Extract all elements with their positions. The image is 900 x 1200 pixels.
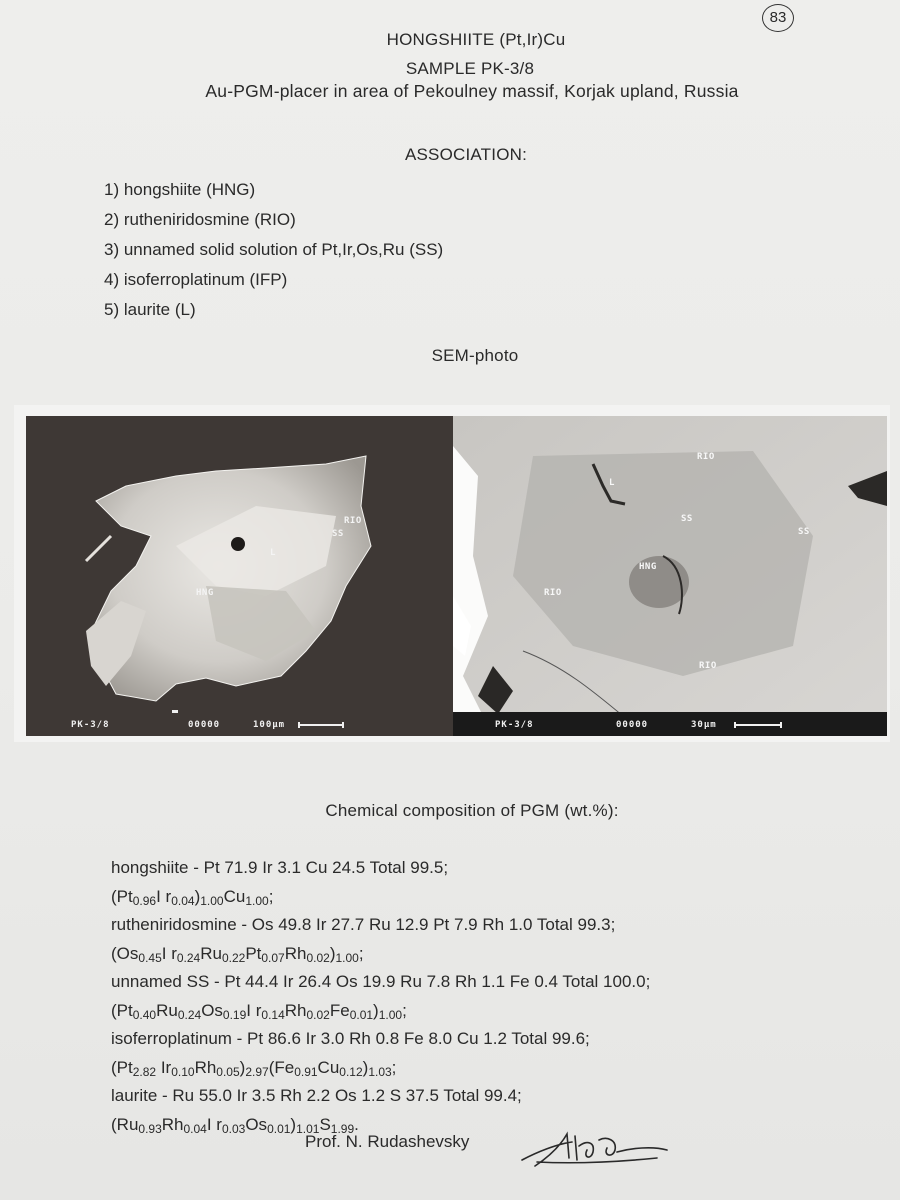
f-sub: 0.45 bbox=[138, 951, 162, 965]
analysis-unnamed-ss: unnamed SS - Pt 44.4 Ir 26.4 Os 19.9 Ru 7.8 Rh 1.1 Fe 0.4 Total 100.0; bbox=[111, 972, 651, 991]
f-el: ) bbox=[194, 887, 201, 906]
sem-image-left bbox=[26, 416, 457, 736]
f-el: S bbox=[319, 1115, 331, 1134]
f-sub: 0.24 bbox=[176, 951, 201, 965]
f-el: Pt bbox=[245, 944, 262, 963]
label-hng: HNG bbox=[196, 588, 214, 598]
f-sub: 1.00 bbox=[378, 1008, 403, 1022]
formula-unnamed-ss bbox=[111, 996, 650, 1024]
f-el: Os bbox=[245, 1115, 268, 1134]
formula-isoferroplatinum bbox=[111, 1053, 650, 1081]
f-sub: 0.10 bbox=[171, 1065, 195, 1079]
f-el: (Pt bbox=[111, 1001, 133, 1020]
scale-bar bbox=[734, 724, 782, 726]
f-el: . bbox=[354, 1115, 359, 1134]
association-item: 1) hongshiite (HNG) bbox=[104, 180, 256, 199]
sem-photo-label: SEM-photo bbox=[431, 346, 519, 365]
f-el: Rh bbox=[284, 1001, 307, 1020]
f-el: Cu bbox=[223, 887, 246, 906]
f-sub: 0.12 bbox=[339, 1065, 363, 1079]
chemistry-heading: Chemical composition of PGM (wt.%): bbox=[325, 801, 619, 820]
f-sub: 0.24 bbox=[177, 1008, 202, 1022]
f-sub: 2.82 bbox=[132, 1065, 157, 1079]
f-el: Ru bbox=[200, 944, 222, 963]
f-el: ; bbox=[358, 944, 364, 963]
f-el: ) bbox=[373, 1001, 379, 1020]
f-sub: 0.04 bbox=[171, 894, 195, 908]
f-el: Ru bbox=[156, 1001, 178, 1020]
f-el: Fe bbox=[329, 1001, 350, 1020]
analysis-rutheniridosmine: rutheniridosmine - Os 49.8 Ir 27.7 Ru 12.9 Pt 7.9 Rh 1.0 Total 99.3; bbox=[111, 915, 616, 934]
f-sub: 0.02 bbox=[306, 951, 330, 965]
f-sub: 1.00 bbox=[200, 894, 224, 908]
f-el: (Pt bbox=[111, 887, 133, 906]
sample-id: SAMPLE PK-3/8 bbox=[405, 59, 535, 78]
f-el: I r bbox=[161, 944, 177, 963]
f-el: (Fe bbox=[268, 1058, 295, 1077]
f-sub: 1.99 bbox=[330, 1122, 355, 1136]
f-sub: 0.93 bbox=[138, 1122, 162, 1136]
f-el: Cu bbox=[317, 1058, 340, 1077]
label-l: L bbox=[609, 478, 615, 488]
label-ss: SS bbox=[332, 529, 344, 539]
label-ss-right: SS bbox=[798, 527, 810, 537]
f-el: ) bbox=[362, 1058, 369, 1077]
label-rio-left: RIO bbox=[544, 588, 562, 598]
grain-illustration bbox=[26, 416, 457, 736]
chemistry-block bbox=[111, 853, 650, 1138]
scale-bar bbox=[298, 724, 344, 726]
f-el: ; bbox=[268, 887, 274, 906]
f-el: Rh bbox=[194, 1058, 217, 1077]
label-rio: RIO bbox=[344, 516, 362, 526]
f-el: I r bbox=[246, 1001, 262, 1020]
f-el: Os bbox=[201, 1001, 223, 1020]
f-el: ; bbox=[402, 1001, 407, 1020]
f-el: I r bbox=[156, 887, 172, 906]
page-number-circle: 83 bbox=[762, 4, 794, 32]
f-sub: 0.91 bbox=[294, 1065, 318, 1079]
association-item: 4) isoferroplatinum (IFP) bbox=[104, 270, 288, 289]
formula-hongshiite bbox=[111, 882, 650, 910]
f-sub: 0.01 bbox=[349, 1008, 374, 1022]
sem-image-right bbox=[453, 416, 887, 736]
f-el: ) bbox=[329, 944, 336, 963]
f-el: I r bbox=[206, 1115, 222, 1134]
f-sub: 1.00 bbox=[245, 894, 269, 908]
label-rio-top: RIO bbox=[697, 452, 715, 462]
f-el: Ir bbox=[156, 1058, 172, 1077]
f-el: (Ru bbox=[111, 1115, 139, 1134]
analysis-laurite: laurite - Ru 55.0 Ir 3.5 Rh 2.2 Os 1.2 S 37.5 Total 99.4; bbox=[111, 1086, 522, 1105]
f-sub: 1.01 bbox=[296, 1122, 320, 1136]
label-hng: HNG bbox=[639, 562, 657, 572]
f-sub: 0.07 bbox=[261, 951, 285, 965]
f-sub: 0.40 bbox=[132, 1008, 157, 1022]
f-sub: 0.22 bbox=[221, 951, 246, 965]
association-heading: ASSOCIATION: bbox=[404, 145, 528, 164]
caption-counter: 00000 bbox=[188, 720, 221, 730]
f-el: ; bbox=[391, 1058, 397, 1077]
f-sub: 0.01 bbox=[267, 1122, 291, 1136]
polished-section-illustration bbox=[453, 416, 887, 736]
f-sub: 0.19 bbox=[222, 1008, 247, 1022]
sem-photo-panel bbox=[14, 405, 890, 742]
caption-sample: PK-3/8 bbox=[71, 720, 110, 730]
label-l: L bbox=[270, 548, 276, 558]
formula-rutheniridosmine bbox=[111, 939, 650, 967]
f-sub: 1.00 bbox=[335, 951, 359, 965]
label-ss-center: SS bbox=[681, 514, 693, 524]
locality-line: Au-PGM-placer in area of Pekoulney massif, Korjak upland, Russia bbox=[205, 81, 739, 101]
marker-dot bbox=[172, 710, 178, 713]
caption-sample: PK-3/8 bbox=[495, 720, 534, 730]
f-el: Rh bbox=[161, 1115, 184, 1134]
analysis-hongshiite: hongshiite - Pt 71.9 Ir 3.1 Cu 24.5 Total 99.5; bbox=[111, 858, 449, 877]
f-el: (Pt bbox=[111, 1058, 133, 1077]
association-item: 5) laurite (L) bbox=[104, 300, 196, 319]
caption-scale: 100μm bbox=[253, 720, 286, 730]
f-sub: 0.14 bbox=[261, 1008, 285, 1022]
author-name: Prof. N. Rudashevsky bbox=[305, 1132, 470, 1151]
association-item: 3) unnamed solid solution of Pt,Ir,Os,Ru (SS) bbox=[104, 240, 444, 259]
label-rio-bottom: RIO bbox=[699, 661, 717, 671]
f-el: ) bbox=[239, 1058, 246, 1077]
analysis-isoferroplatinum: isoferroplatinum - Pt 86.6 Ir 3.0 Rh 0.8 Fe 8.0 Cu 1.2 Total 99.6; bbox=[111, 1029, 590, 1048]
caption-counter: 00000 bbox=[616, 720, 649, 730]
association-list bbox=[104, 175, 443, 325]
association-item: 2) rutheniridosmine (RIO) bbox=[104, 210, 296, 229]
f-sub: 1.03 bbox=[368, 1065, 392, 1079]
f-sub: 2.97 bbox=[245, 1065, 269, 1079]
signature-icon bbox=[517, 1122, 677, 1172]
f-sub: 0.05 bbox=[216, 1065, 240, 1079]
f-sub: 0.96 bbox=[132, 894, 157, 908]
f-sub: 0.03 bbox=[221, 1122, 246, 1136]
f-sub: 0.04 bbox=[183, 1122, 207, 1136]
caption-scale: 30μm bbox=[691, 720, 717, 730]
f-el: Rh bbox=[284, 944, 307, 963]
f-sub: 0.02 bbox=[306, 1008, 330, 1022]
f-el: (Os bbox=[111, 944, 139, 963]
f-el: ) bbox=[290, 1115, 297, 1134]
mineral-title: HONGSHIITE (Pt,Ir)Cu bbox=[386, 30, 566, 49]
